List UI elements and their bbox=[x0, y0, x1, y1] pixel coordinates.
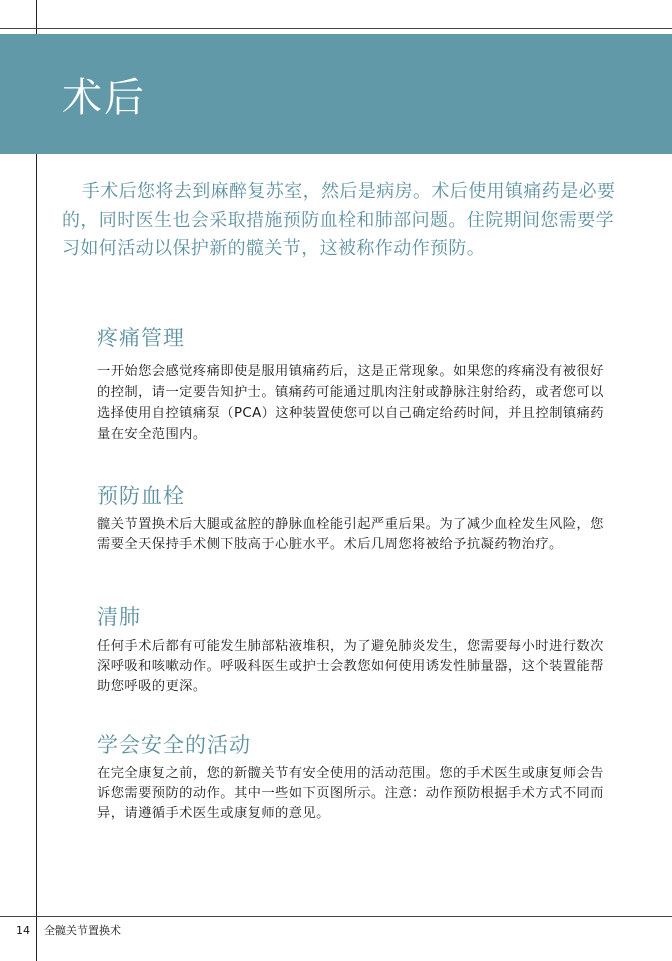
section-title-safe-movement: 学会安全的活动 bbox=[97, 733, 251, 757]
section-body-safe-movement: 在完全康复之前，您的新髋关节有安全使用的活动范围。您的手术医生或康复师会告诉您需要预防的动作。其中一些如下页图所示。注意：动作预防根据手术方式不同而异，请遵循手术医生或康复师的意见。 bbox=[97, 766, 604, 821]
page-number: 14 bbox=[16, 924, 30, 937]
section-body-pain-management: 一开始您会感觉疼痛即使是服用镇痛药后，这是正常现象。如果您的疼痛没有被很好的控制，请一定要告知护士。镇痛药可能通过肌肉注射或静脉注射给药，或者您可以选择使用自控镇痛泵（PCA）这种装置使您可以自己确定给药时间，并且控制镇痛药量在安全范围内。 bbox=[97, 364, 604, 442]
section-title-clot-prevention: 预防血栓 bbox=[97, 484, 185, 508]
running-title: 全髋关节置换术 bbox=[44, 924, 121, 937]
footer-rule bbox=[0, 916, 672, 917]
page-title: 术后 bbox=[62, 75, 146, 121]
section-body-lung-clearing: 任何手术后都有可能发生肺部粘液堆积，为了避免肺炎发生，您需要每小时进行数次深呼吸和咳嗽动作。呼吸科医生或护士会教您如何使用诱发性肺量器，这个装置能帮助您呼吸的更深。 bbox=[97, 639, 604, 694]
section-title-lung-clearing: 清肺 bbox=[97, 605, 141, 629]
intro-paragraph: 手术后您将去到麻醉复苏室，然后是病房。术后使用镇痛药是必要的，同时医生也会采取措施预防血栓和肺部问题。住院期间您需要学习如何活动以保护新的髋关节，这被称作动作预防。 bbox=[62, 181, 616, 259]
section-body-clot-prevention: 髋关节置换术后大腿或盆腔的静脉血栓能引起严重后果。为了减少血栓发生风险，您需要全天保持手术侧下肢高于心脏水平。术后几周您将被给予抗凝药物治疗。 bbox=[97, 517, 604, 552]
top-rule bbox=[0, 28, 672, 29]
section-title-pain-management: 疼痛管理 bbox=[97, 326, 185, 350]
